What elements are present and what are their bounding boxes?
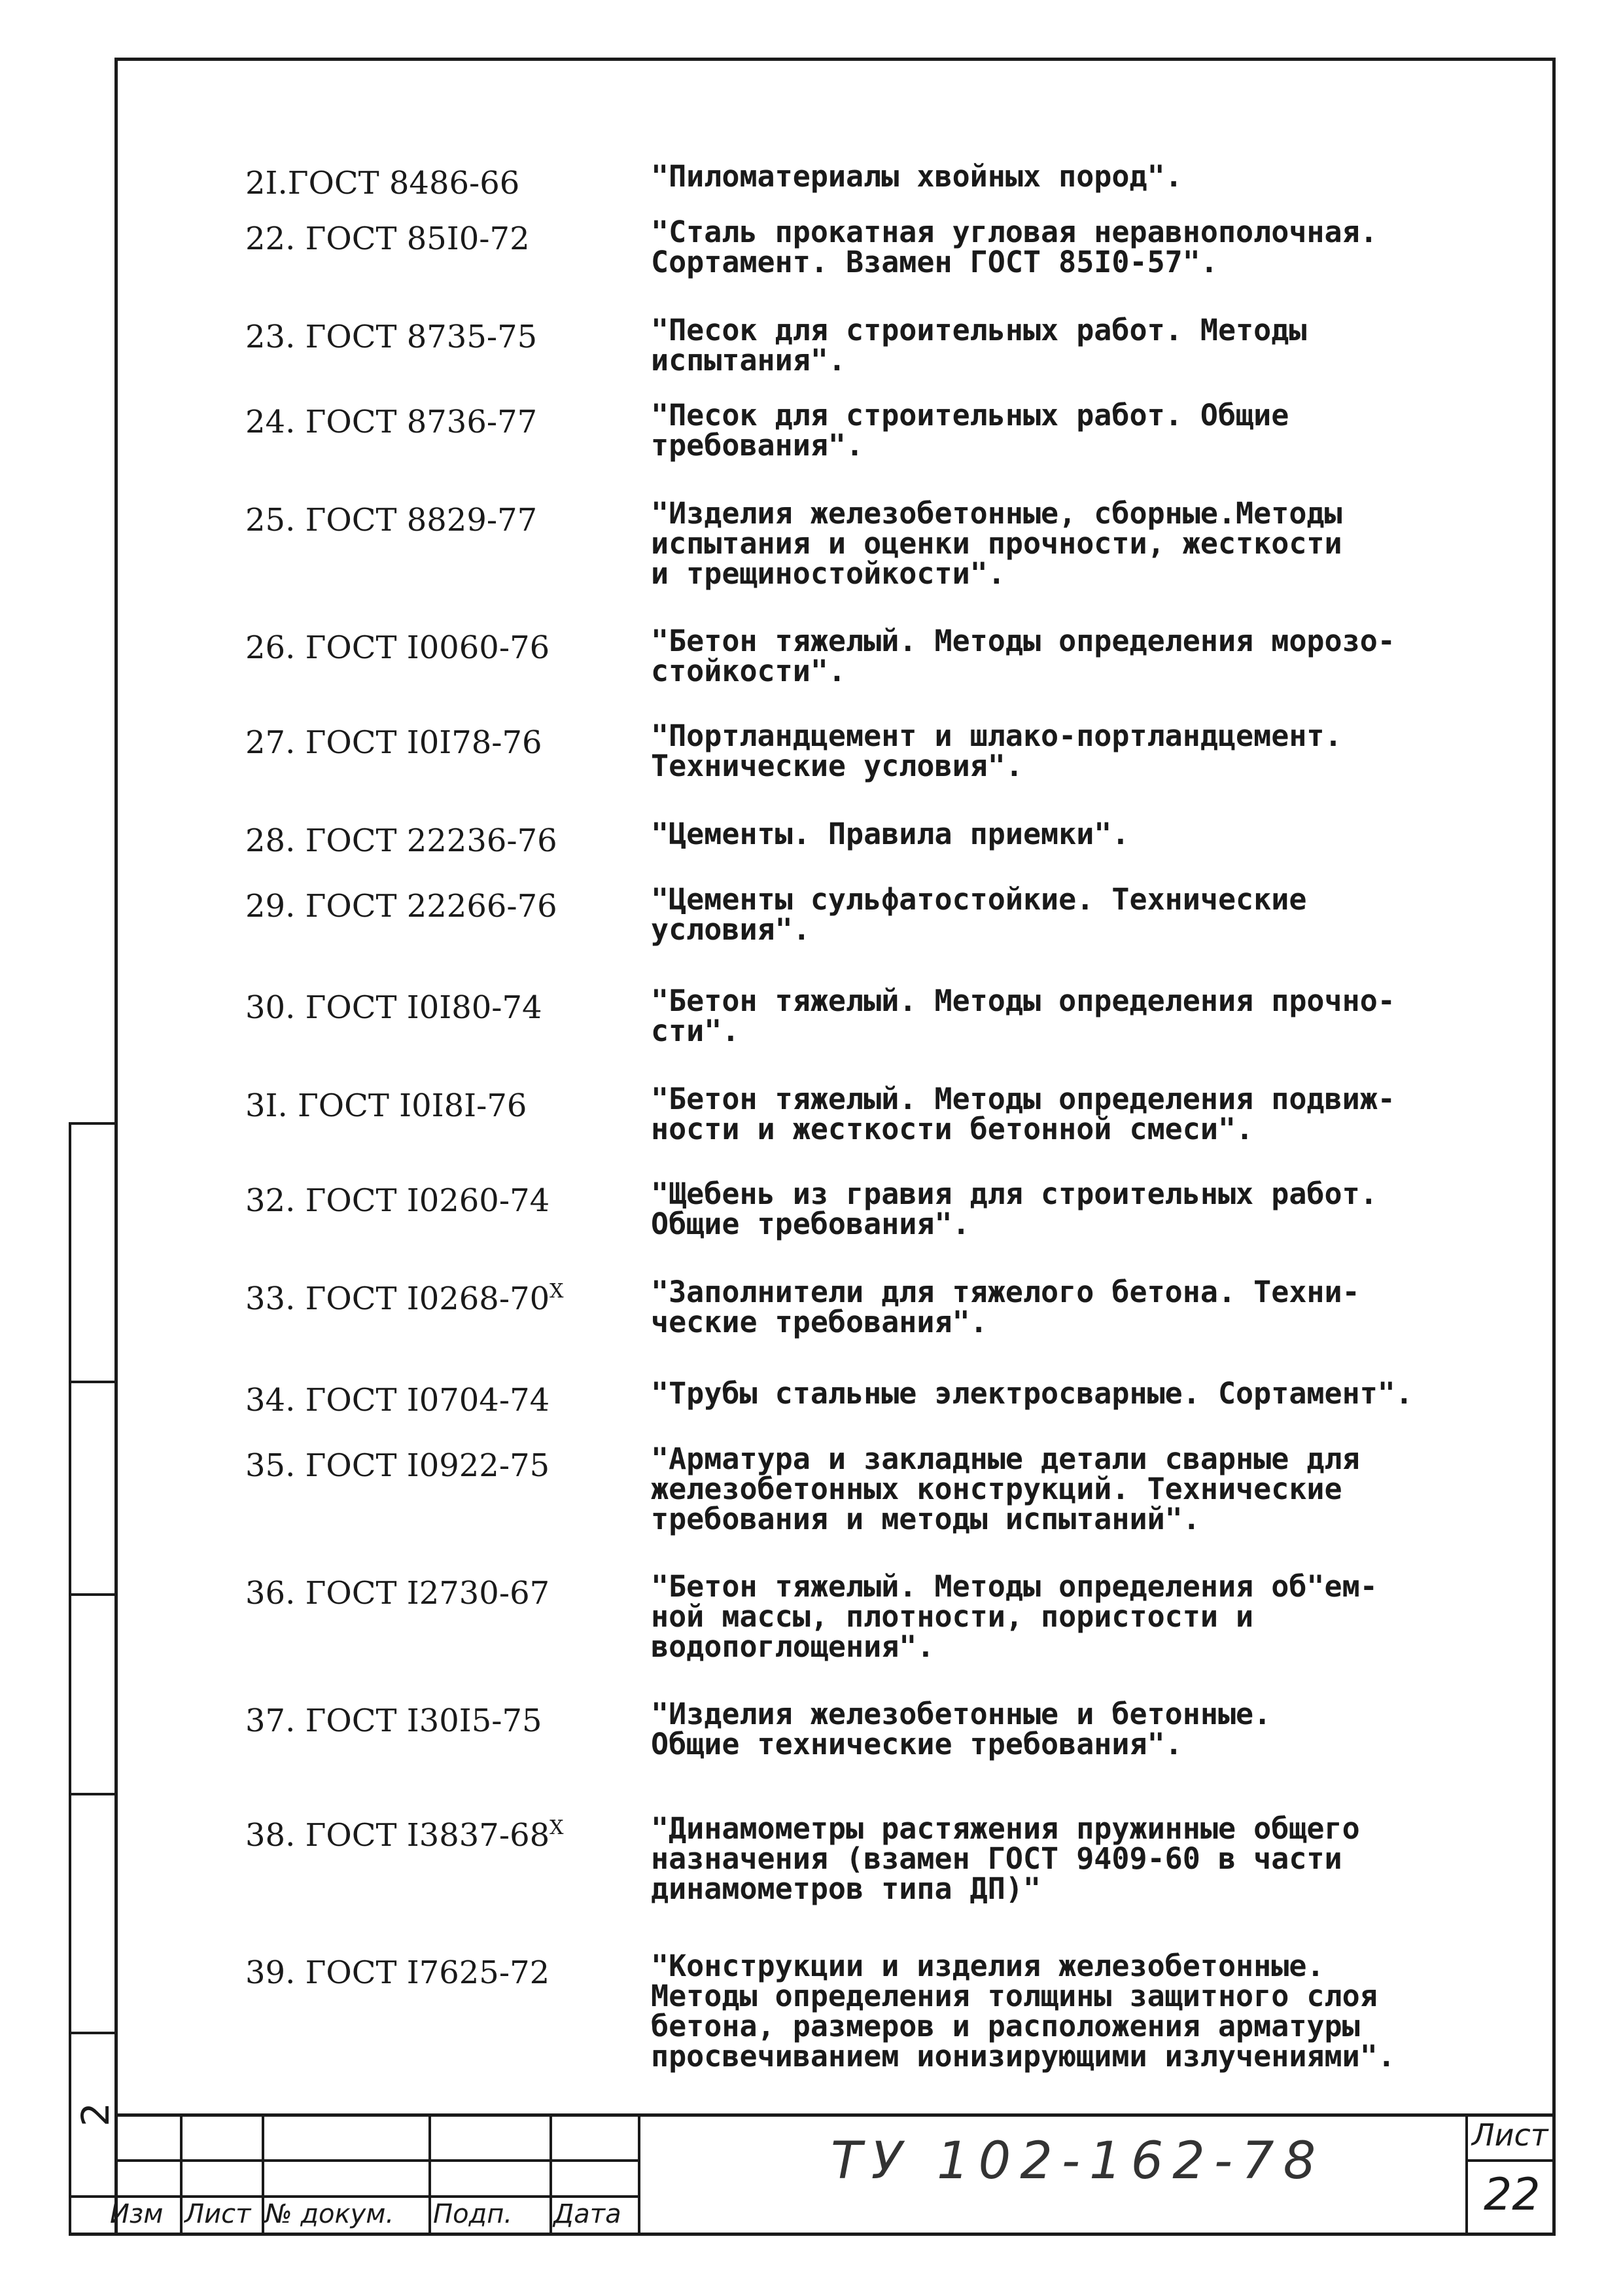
col-izm-label: Изм xyxy=(110,2199,164,2229)
standard-title: "Песок для строительных работ. Методы испытания". xyxy=(651,313,1307,378)
col-list-label: Лист xyxy=(184,2199,251,2229)
sheet-label: Лист xyxy=(1472,2117,1548,2153)
standard-title: "Песок для строительных работ. Общие требования". xyxy=(651,398,1289,463)
title-block-row-line xyxy=(1465,2159,1556,2162)
title-block-divider xyxy=(428,2113,431,2233)
standard-title: "Бетон тяжелый. Методы определения об"ем- ной массы, плотности, пористости и водопоглощения". xyxy=(651,1569,1378,1664)
standard-title: "Конструкции и изделия железобетонные. Методы определения толщины защитного слоя бетона, размеров и расположения арматуры просвечиванием ионизирующими излучениями". xyxy=(651,1949,1395,2074)
standard-code: 27. ГОСТ I0I78-76 xyxy=(245,724,542,761)
standard-code: 33. ГОСТ $I0268-70^X$ xyxy=(245,1280,564,1317)
standard-code: 30. ГОСТ I0I80-74 xyxy=(245,989,542,1026)
standard-code: 34. ГОСТ I0704-74 xyxy=(245,1382,550,1419)
margin-divider xyxy=(69,1593,114,1596)
document-designation: ТУ 102-162-78 xyxy=(831,2132,1325,2191)
standard-code: 2I.ГОСТ 8486-66 xyxy=(245,165,520,202)
left-margin-strip xyxy=(69,1122,114,2233)
standard-title: "Трубы стальные электросварные. Сортамент". xyxy=(651,1376,1413,1411)
standard-title: "Бетон тяжелый. Методы определения морозо- стойкости". xyxy=(651,624,1395,688)
standard-title: "Изделия железобетонные, сборные.Методы испытания и оценки прочности, жесткости и трещиностойкости". xyxy=(651,496,1342,591)
margin-divider xyxy=(69,2032,114,2034)
standard-code: 3I. ГОСТ I0I8I-76 xyxy=(245,1087,527,1124)
margin-divider xyxy=(69,1381,114,1383)
col-sign-label: Подп. xyxy=(433,2199,513,2229)
standard-title: "Бетон тяжелый. Методы определения прочно- сти". xyxy=(651,983,1395,1048)
standard-title: "Арматура и закладные детали сварные для железобетонных конструкций. Технические требования и методы испытаний". xyxy=(651,1441,1360,1536)
title-block-divider xyxy=(638,2113,640,2233)
standard-title: "Цементы сульфатостойкие. Технические условия". xyxy=(651,882,1307,947)
standard-title: "Пиломатериалы хвойных пород". xyxy=(651,159,1183,194)
standard-title: "Цементы. Правила приемки". xyxy=(651,817,1130,851)
title-block-row-line xyxy=(69,2195,638,2198)
standard-code: 24. ГОСТ 8736-77 xyxy=(245,404,538,440)
standard-title: "Бетон тяжелый. Методы определения подвиж- ности и жесткости бетонной смеси". xyxy=(651,1082,1395,1146)
standard-code: 23. ГОСТ 8735-75 xyxy=(245,319,538,355)
standard-code: 35. ГОСТ I0922-75 xyxy=(245,1447,550,1484)
title-block-divider xyxy=(550,2113,552,2233)
standard-code: 26. ГОСТ I0060-76 xyxy=(245,629,550,666)
title-block-divider xyxy=(1465,2113,1468,2233)
standard-code: 28. ГОСТ 22236-76 xyxy=(245,822,557,859)
standard-code: 22. ГОСТ 85I0-72 xyxy=(245,221,530,257)
standard-title: "Заполнители для тяжелого бетона. Техни- ческие требования". xyxy=(651,1275,1360,1339)
col-date-label: Дата xyxy=(553,2199,621,2229)
margin-mark: 2 xyxy=(73,2102,118,2127)
sheet-number: 22 xyxy=(1484,2169,1541,2221)
col-doc-label: № докум. xyxy=(265,2199,394,2229)
title-block-row-line xyxy=(114,2159,638,2162)
standard-code: 29. ГОСТ 22266-76 xyxy=(245,888,557,925)
standard-code: 37. ГОСТ I30I5-75 xyxy=(245,1703,542,1739)
standard-code: 25. ГОСТ 8829-77 xyxy=(245,502,538,539)
margin-divider xyxy=(69,1793,114,1795)
title-block-divider xyxy=(262,2113,264,2233)
standard-code: 32. ГОСТ I0260-74 xyxy=(245,1182,550,1219)
standard-code: 39. ГОСТ I7625-72 xyxy=(245,1954,550,1991)
standard-title: "Изделия железобетонные и бетонные. Общие технические требования". xyxy=(651,1697,1272,1761)
standard-title: "Щебень из гравия для строительных работ. Общие требования". xyxy=(651,1176,1378,1241)
title-block-divider xyxy=(180,2113,183,2233)
standard-title: "Сталь прокатная угловая неравнополочная. Сортамент. Взамен ГОСТ 85I0-57". xyxy=(651,215,1378,279)
standard-code: 36. ГОСТ I2730-67 xyxy=(245,1575,550,1612)
frame-bottom-line xyxy=(69,2233,1556,2236)
standard-title: "Динамометры растяжения пружинные общего назначения (взамен ГОСТ 9409-60 в части динамометров типа ДП)" xyxy=(651,1811,1360,1906)
standard-code: 38. ГОСТ $I3837-68^X$ xyxy=(245,1816,564,1854)
standard-title: "Портландцемент и шлако-портландцемент. Технические условия". xyxy=(651,718,1342,783)
